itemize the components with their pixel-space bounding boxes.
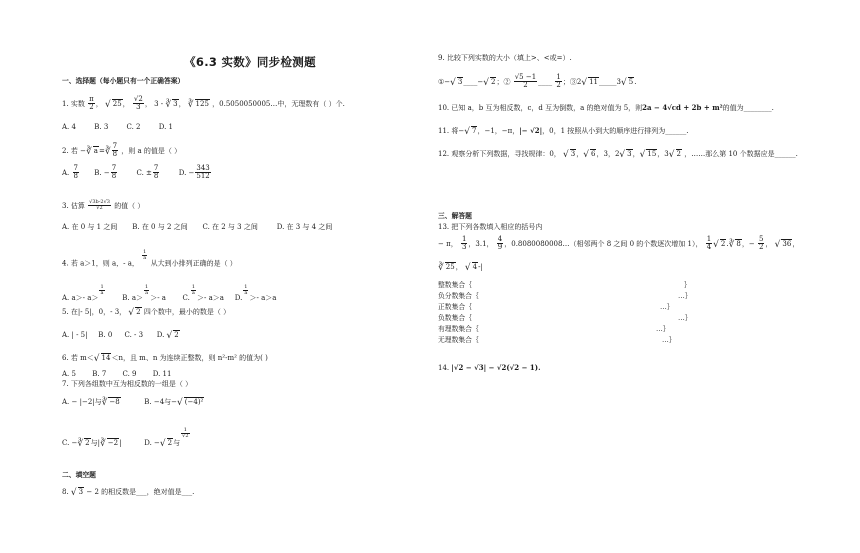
section-fill-heading: 二、填空题 [62,471,96,479]
question-7: 7. 下列各组数中互为相反数的一组是（ ） [62,380,193,388]
option-a[interactable]: A. a＞- a＞ $\frac{1}{a}$ [62,284,104,303]
q14-expression: |√2 − √3| − √2(√2 − 1). [451,363,541,372]
question-8: 8. √ 3 − 2 的相反数是___，绝对值是___. [62,488,195,498]
section-choice-heading: 一、选择题（每小题只有一个正确答案） [62,77,185,85]
question-7-options-cd [62,428,224,450]
option-c[interactable]: C. 2 [126,123,141,131]
option-b[interactable]: B. −4与−√ (−4)² [144,398,204,408]
option-a[interactable]: A. $\frac{7}{8}$ [62,164,78,181]
question-13-numbers-line2: ∛ 25， √ 4-| [438,263,483,273]
question-11: 11. 将−√ 7，−1，−π，|− √2|，0，1 按照从小到大的顺序进行排列为______. [438,126,689,137]
question-1: 1. 实数 $\frac{\pi}{2}$ ， √ 25， $\frac{√2}{3}$ ， 3 - ∛ 3， ∛ 125 ，0.5050050005…中，无理数有（ ）个. [62,95,345,112]
option-d[interactable]: D. 在 3 与 4 之间 [276,223,333,231]
option-c[interactable]: C. 在 2 与 3 之间 [202,223,258,231]
cbrt-3: 3 [173,99,178,108]
fraction-sqrt2-over-3: $\frac{√2}{3}$ [133,95,143,112]
question-7-options-ab [62,397,224,409]
question-1-options [62,123,189,131]
section-answer-heading: 三、解答题 [438,212,472,220]
page-title: 《6.3 实数》同步检测题 [184,55,316,69]
option-b[interactable]: B. 0 [98,331,113,339]
question-2-options [62,165,239,181]
question-3: 3. 估算 $\frac{√3b-2√3}{√2}$ 的值（ ） [62,199,145,212]
question-12: 12. 观察分析下列数据，寻找规律：0， √ 3，√ 6，3，2√ 3，√ 15，3√ 2 ，……那么第 10 个数据应是______. [438,150,798,160]
option-d[interactable]: D. 1 [158,123,173,131]
question-6: 6. 若 m＜√ 14＜n，且 m、n 为连续正整数，则 n²-m² 的值为( ) [62,354,268,364]
q10-expression: 2a − 4√cd + 2b + m² [642,103,723,112]
question-4-options [62,285,289,303]
fraction-7-over-8: $\frac{7}{8}$ [112,142,118,159]
question-6-options [62,370,181,378]
option-d[interactable]: D. √ 2 [156,331,179,341]
set-negative-numbers: 负数集合｛ …｝ [438,314,692,322]
option-b[interactable]: B. 在 0 与 2 之间 [132,223,188,231]
question-4: 4. 若 a＞1，则 a，- a， $\frac{1}{a}$ 从大到小排列正确的是（ ） [62,249,237,268]
option-a[interactable]: A. − |−2|与∛ −8 [62,398,120,408]
question-2: 2. 若 −∛ a=∛ $\frac{7}{8}$ ，则 a 的值是（ ） [62,142,182,159]
cbrt-125: 125 [195,99,209,108]
set-negative-fractions: 负分数集合｛ …｝ [438,292,692,300]
option-b[interactable]: B. − $\frac{7}{8}$ [94,164,117,181]
option-a[interactable]: A. 4 [62,123,76,131]
option-c[interactable]: C. −∛ 2与|∛ −2| [62,439,122,450]
option-d[interactable]: D. 11 [152,370,172,378]
option-c[interactable]: C. 9 [122,370,137,378]
option-c[interactable]: C. $\frac{1}{a}$ ＞- a＞a [182,284,224,303]
question-5: 5. 在|- 5|，0，- 3， √ 2 四个数中，最小的数是（ ） [62,308,231,318]
fraction-q3: $\frac{√3b-2√3}{√2}$ [89,199,110,212]
question-3-options [62,223,349,231]
option-b[interactable]: B. 3 [94,123,109,131]
set-rational-numbers: 有理数集合｛ …｝ [438,325,670,333]
option-b[interactable]: B. a＞ $\frac{1}{a}$ ＞- a [122,284,166,303]
set-positive-numbers: 正数集合｛ …｝ [438,303,674,311]
fraction-pi-over-2: $\frac{\pi}{2}$ [89,95,94,112]
option-a[interactable]: A. 在 0 与 1 之间 [62,223,118,231]
question-9-items: ①−√ 3____−√ 2；② $\frac{√5 -1}{2}$ ____ $\frac{1}{2}$ ；③2√ 11_____3√ 5. [438,73,637,90]
option-a[interactable]: A. 5 [62,370,76,378]
question-13: 13. 把下列各数填入相应的括号内 [438,223,543,231]
option-b[interactable]: B. 7 [92,370,107,378]
option-d[interactable]: D. −√ 2与 $\frac{1}{√2}$ [144,427,189,450]
option-c[interactable]: C. ± $\frac{7}{8}$ [136,164,159,181]
sqrt-25: 25 [112,99,122,108]
question-13-numbers-line1: − π， $\frac{1}{3}$ ，3.1， $\frac{4}{9}$ ，0.8080080008…（相邻两个 8 之间 0 的个数逐次增加 1）， $\frac{1}{4}$ √ 2.∛ 8，− $\frac{5}{2}$ ， √ 36， [438,235,800,252]
option-d[interactable]: D. $\frac{1}{a}$ ＞- a＞a [234,284,277,303]
question-9: 9. 比较下列实数的大小（填上>、<或=）. [438,54,572,62]
option-a[interactable]: A. | - 5| [62,331,88,339]
question-5-options [62,330,187,342]
question-10: 10. 已知 a，b 互为相反数，c，d 互为倒数，a 的绝对值为 5，则2a − 4√cd + 2b + m²的值为________. [438,103,774,112]
set-integers: 整数集合｛ ｝ [438,281,691,289]
set-irrational-numbers: 无理数集合｛ …｝ [438,336,676,344]
option-d[interactable]: D. − $\frac{343}{512}$ [178,164,210,181]
question-14: 14. |√2 − √3| − √2(√2 − 1). [438,363,541,372]
option-c[interactable]: C. - 3 [124,331,144,339]
